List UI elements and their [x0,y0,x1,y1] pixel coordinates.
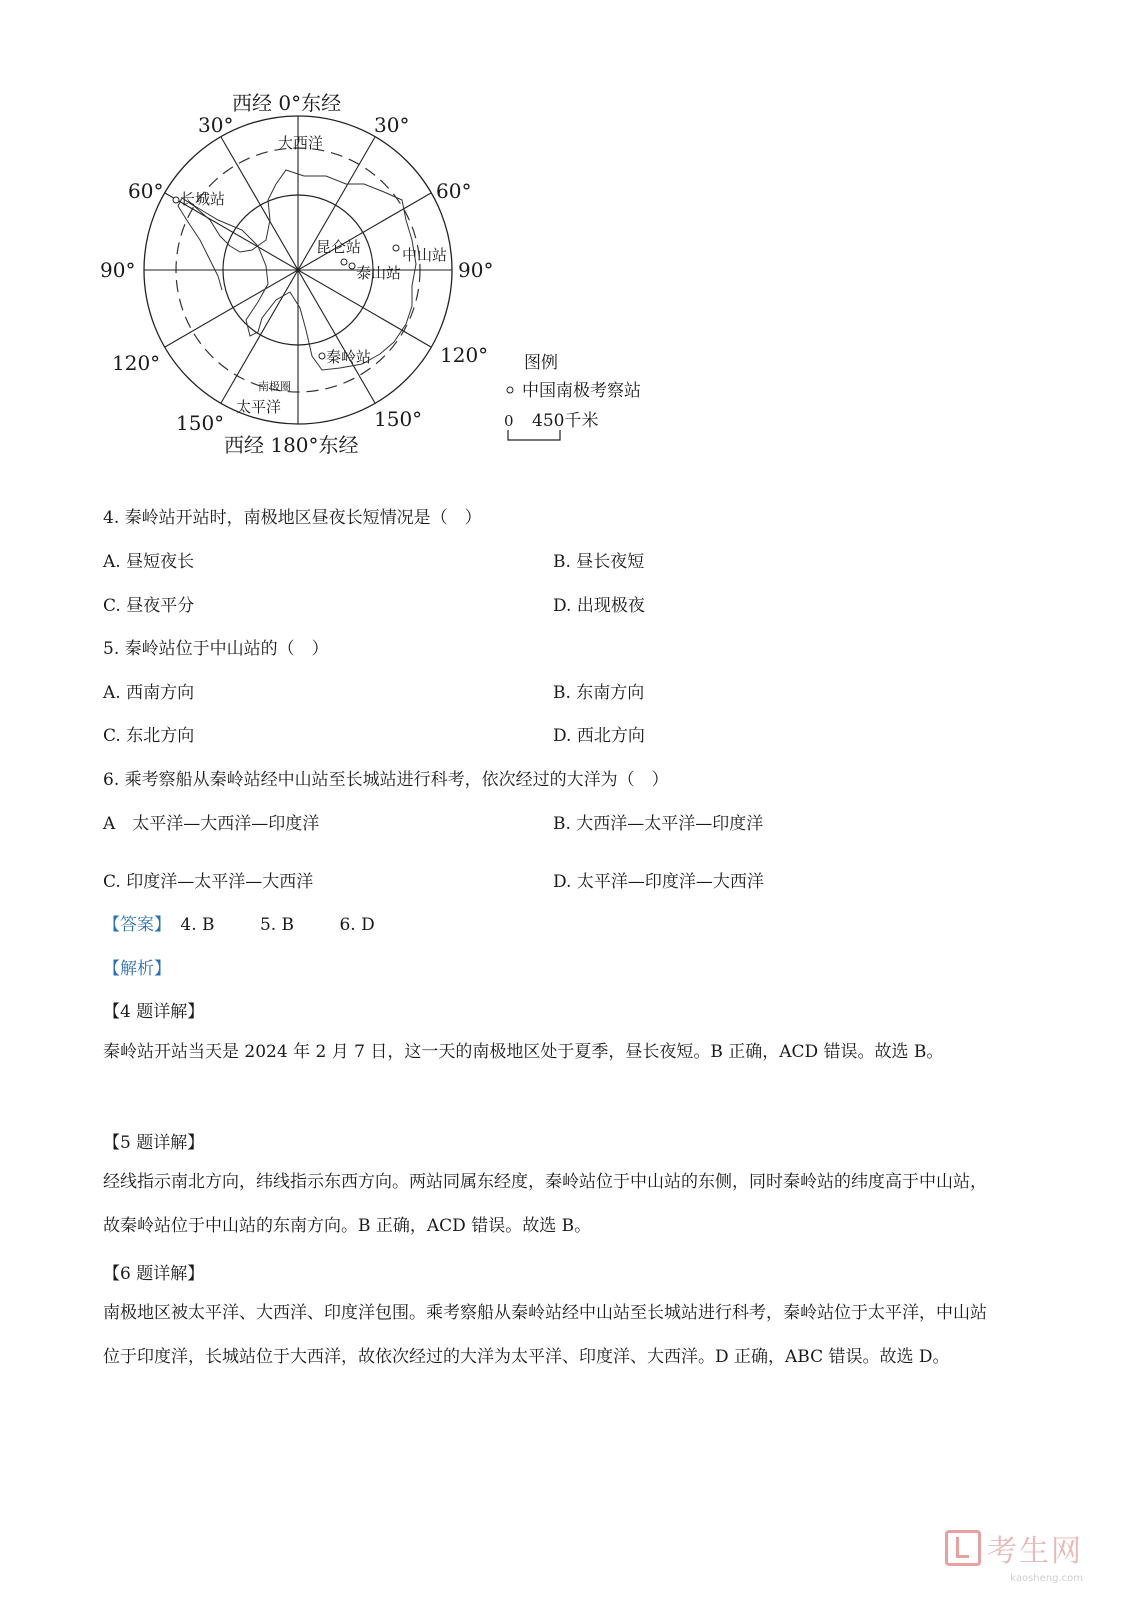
answer-line [103,910,415,935]
detail-5-heading: 【5 题详解】 [103,1133,205,1153]
q6-option-a: A 太平洋—大西洋—印度洋 [103,814,320,834]
top-meridian-label: 西经 0°东经 [232,91,342,115]
q6-stem: 6. 乘考察船从秦岭站经中山站至长城站进行科考，依次经过的大洋为（ ） [103,770,669,790]
station-qinling: 秦岭站 [326,348,372,366]
watermark [945,1526,1083,1584]
deg-e90: 90° [458,258,494,282]
station-zhongshan: 中山站 [402,246,448,264]
bottom-meridian-label: 西经 180°东经 [224,433,359,457]
deg-w150: 150° [176,411,225,435]
q6-option-c: C. 印度洋—太平洋—大西洋 [103,872,314,892]
deg-w90: 90° [100,258,136,282]
deg-e150: 150° [374,407,423,431]
deg-e60: 60° [436,179,472,203]
deg-w30: 30° [198,113,234,137]
q4-option-a: A. 昼短夜长 [103,552,195,572]
station-taishan: 泰山站 [356,264,402,282]
legend-scale-zero: 0 [504,412,514,430]
q4-option-b: B. 昼长夜短 [553,552,645,572]
q5-option-b: B. 东南方向 [553,683,645,703]
q4-option-d: D. 出现极夜 [553,596,645,616]
antarctica-map [90,80,690,480]
ocean-pacific: 太平洋 [236,398,282,416]
station-marker-kunlun [341,259,347,265]
legend-station-label: 中国南极考察站 [522,381,641,401]
q5-option-c: C. 东北方向 [103,726,195,746]
q5-option-d: D. 西北方向 [553,726,645,746]
q6-option-d: D. 太平洋—印度洋—大西洋 [553,872,764,892]
ocean-atlantic: 大西洋 [278,134,324,152]
deg-w60: 60° [128,179,164,203]
legend-scale-value: 450千米 [532,411,599,431]
q4-stem: 4. 秦岭站开站时，南极地区昼夜长短情况是（ ） [103,508,482,528]
answer-4: 4. B [180,915,215,935]
q5-stem: 5. 秦岭站位于中山站的（ ） [103,639,329,659]
legend-station-icon [507,387,513,393]
station-marker-zhongshan [393,245,399,251]
watermark-url: kaosheng.com [1010,1573,1083,1584]
antarctic-circle-label: 南极圈 [258,380,291,393]
deg-e120: 120° [440,343,489,367]
q5-option-a: A. 西南方向 [103,683,195,703]
answer-tag: 【答案】 [103,915,171,935]
station-changcheng: 长城站 [180,190,226,208]
watermark-logo-icon [945,1530,981,1566]
answer-6: 6. D [339,915,375,935]
meridians [144,116,452,424]
watermark-text: 考生网 [987,1534,1083,1569]
detail-5-text: 经线指示南北方向，纬线指示东西方向。两站同属东经度，秦岭站位于中山站的东侧，同时秦岭站的纬度高于中山站，故秦岭站位于中山站的东南方向。B 正确，ACD 错误。故选 B。 [103,1172,987,1236]
deg-e30: 30° [374,113,410,137]
station-marker-qinling [319,353,325,359]
legend-scale-bar [508,430,560,440]
answer-5: 5. B [259,915,295,935]
station-marker-changcheng [173,197,179,203]
analysis-tag: 【解析】 [103,959,171,979]
detail-4-text: 秦岭站开站当天是 2024 年 2 月 7 日，这一天的南极地区处于夏季，昼长夜短。B 正确，ACD 错误。故选 B。 [103,1042,944,1062]
detail-4-heading: 【4 题详解】 [103,1002,205,1022]
q6-option-b: B. 大西洋—太平洋—印度洋 [553,814,764,834]
detail-6-heading: 【6 题详解】 [103,1264,205,1284]
legend-title: 图例 [524,353,558,373]
station-marker-taishan [349,263,355,269]
station-kunlun: 昆仑站 [316,238,362,256]
deg-w120: 120° [112,351,161,375]
detail-6-text: 南极地区被太平洋、大西洋、印度洋包围。乘考察船从秦岭站经中山站至长城站进行科考，秦岭站位于太平洋，中山站位于印度洋，长城站位于大西洋，故依次经过的大洋为太平洋、印度洋、大西洋。D 正确，ABC 错误。故选 D。 [103,1303,987,1367]
q4-option-c: C. 昼夜平分 [103,596,195,616]
